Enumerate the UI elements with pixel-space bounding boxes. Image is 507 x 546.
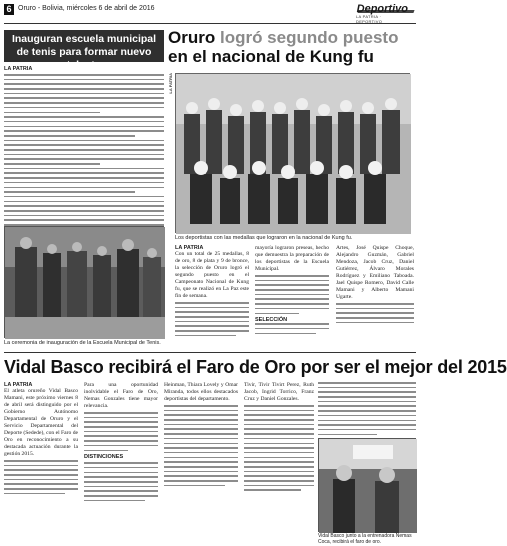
article-kungfu-title [168, 28, 418, 66]
kungfu-col2-lines-b [255, 323, 329, 334]
basco-col3-text: Heinman, Thiara Lovely y Omar Miranda, todos ellos destacados deportistas del departamento. [164, 382, 238, 402]
kungfu-col2-lines [255, 275, 329, 314]
basco-column-5 [318, 382, 416, 438]
kungfu-col2-text: mayoría lograron preseas, hecho que demuestra la preparación de los deportistas de la Escuela Municipal. [255, 245, 329, 272]
basco-column-3 [164, 382, 238, 489]
kungfu-side-strip [168, 73, 173, 345]
tennis-photo-image [5, 227, 165, 339]
kungfu-col1-lines [175, 302, 249, 336]
basco-col2-lines [84, 412, 158, 451]
basco-award-photo [318, 438, 416, 532]
article-basco-title: Vidal Basco recibirá el Faro de Oro por ser el mejor del 2015 [4, 357, 507, 377]
basco-col1-text: El atleta orureño Vidal Basco Mamani, este próximo viernes 8 de abril será distinguido por el Gobierno Autónomo Departamental de Oruro y el Servicio Departamental del Deporte (Sedede), con el Faro de Oro en reconocimiento a su destacada actuación durante la gestión 2015. [4, 388, 78, 457]
page-header [4, 2, 416, 24]
kungfu-photo-caption: Los deportistas con las medallas que lograron en la nacional de Kung fu. [175, 235, 353, 241]
kungfu-column-1 [175, 245, 249, 340]
basco-photo-image [319, 439, 417, 533]
kungfu-team-photo [175, 73, 410, 233]
kungfu-kicker: LA PATRIA [175, 245, 204, 251]
kungfu-title-line2: en el nacional de Kung fu [168, 47, 374, 66]
dateline: Oruro - Bolivia, miércoles 6 de abril de 2016 [18, 5, 155, 12]
kungfu-column-2 [255, 245, 329, 337]
basco-col4-lines [244, 405, 314, 491]
section-divider [4, 352, 416, 353]
article-tennis-kicker: LA PATRIA [4, 66, 33, 72]
kungfu-seleccion-subhead: SELECCIÓN [255, 317, 288, 324]
kungfu-col3-text: Artes, José Quispe Choque, Alejandro Guzmán, Gabriel Mendoza, Jacob Cruz, Daniel Gutiérrez, Álvaro Morales Rodríguez y Emiliano Taboada. Jael Quispe Romero, David Calle Mamani y Alberto Mamani Ugarte. [336, 245, 414, 300]
basco-col4-text: Tivir, Tivir Tivirt Perez, Ruth Jacob, Ingrid Torrico, Franz Cruz y Daniel Gonzales. [244, 382, 314, 402]
basco-column-1 [4, 382, 78, 498]
basco-column-4 [244, 382, 314, 494]
logo-subtitle: LA PATRIA · DEPORTIVO [356, 14, 383, 24]
basco-col3-lines [164, 405, 238, 486]
basco-distinciones-subhead: DISTINCIONES [84, 454, 124, 461]
kungfu-title-dark: Oruro [168, 28, 216, 47]
page-number: 6 [4, 4, 14, 15]
kungfu-col1-text: Con un total de 25 medallas, 8 de oro, 8 de plata y 9 de bronce, la selección de Oruro logró el segundo puesto en el Campeonato Nacional de Kung fu, que se realizó en La Paz este fin de semana. [175, 251, 249, 299]
basco-column-2 [84, 382, 158, 504]
kungfu-column-3 [336, 245, 414, 326]
kungfu-col3-lines [336, 303, 414, 323]
kungfu-side-label: LA PATRIA [168, 73, 173, 94]
kungfu-title-light: logró segundo puesto [219, 28, 399, 47]
basco-col2-lines-b [84, 462, 158, 501]
tennis-ceremony-photo [4, 226, 164, 338]
basco-kicker: LA PATRIA [4, 382, 33, 388]
article-tennis-school [4, 30, 164, 352]
section-logo [356, 2, 414, 22]
basco-col5-lines [318, 382, 416, 435]
logo-name: Deportivo [356, 3, 408, 15]
kungfu-photo-image [176, 74, 411, 234]
article-tennis-title: Inauguran escuela municipal de tenis para formar nuevo talento [4, 30, 164, 62]
basco-col2-text: Para una oportunidad inolvidable el Faro de Oro, Nemas Gonzales tiene mayor relevancia. [84, 382, 158, 409]
tennis-photo-caption: La ceremonia de inauguración de la Escuela Municipal de Tenis. [4, 340, 161, 346]
basco-col1-lines [4, 460, 78, 494]
basco-photo-caption: Vidal Basco junto a la entrenadora Nemas Coca, recibirá el faro de oro. [318, 533, 412, 545]
